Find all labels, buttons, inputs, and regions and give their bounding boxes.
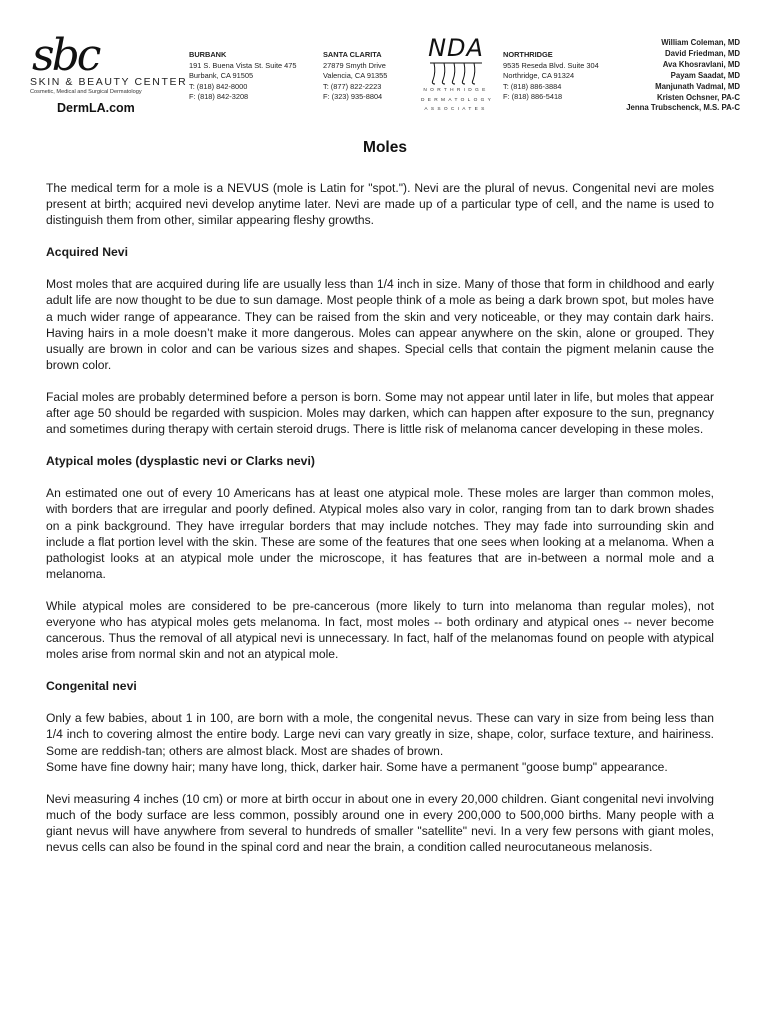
office-address-line2: Northridge, CA 91324 bbox=[503, 71, 575, 80]
letterhead bbox=[0, 0, 770, 125]
doctor-name: Manjunath Vadmal, MD bbox=[655, 81, 740, 91]
nda-logo-line3: ASSOCIATES bbox=[424, 107, 488, 112]
sbc-logo-script: sbc bbox=[32, 30, 99, 81]
paragraph: Some have fine downy hair; many have long, thick, darker hair. Some have a permanent "goose bump" appearance. bbox=[46, 759, 668, 774]
paragraph: Only a few babies, about 1 in 100, are born with a mole, the congenital nevus. These can vary in size from being less than 1/4 inch to covering almost the entire body. Large nevi can vary greatly in size, shape, color, surface texture, and hairiness. Some are reddish-tan; others are almost black. Most are shades of brown. bbox=[46, 711, 714, 758]
paragraph: Nevi measuring 4 inches (10 cm) or more at birth occur in about one in every 20,000 children. Giant congenital nevi involving much of the body surface are less common, possibly around one in every 200,000 to 500,000 births. Many people with a giant nevus will have anywhere from several to hundreds of smaller "satellite" nevi. In a very few persons with giant moles, nevus cells can also be found in the spinal cord and near the brain, a condition called neurocutaneous melanosis. bbox=[46, 791, 714, 854]
office-fax: F: (818) 886-5418 bbox=[503, 92, 563, 101]
office-name: BURBANK bbox=[189, 50, 227, 59]
doctor-name: William Coleman, MD bbox=[661, 38, 740, 47]
doctor-name: Payam Saadat, MD bbox=[670, 70, 740, 80]
office-address-line2: Burbank, CA 91505 bbox=[189, 71, 254, 80]
office-phone: T: (818) 842-8000 bbox=[189, 81, 248, 91]
nda-logo-letters: NDA bbox=[428, 34, 484, 62]
sbc-logo-name: SKIN & BEAUTY CENTER bbox=[30, 76, 188, 88]
sbc-logo-tagline: Cosmetic, Medical and Surgical Dermatology bbox=[30, 89, 142, 95]
office-address-line1: 27879 Smyth Drive bbox=[323, 60, 386, 70]
intro-paragraph: The medical term for a mole is a NEVUS (mole is Latin for "spot."). Nevi are the plural of nevus. Congenital nevi are moles present at birth; acquired nevi develop anytime later. Nevi are made up of a particular type of cell, and the name is used to distinguish them from other, similar appearing fleshy growths. bbox=[46, 181, 714, 228]
nda-logo-line2: DERMATOLOGY bbox=[421, 97, 495, 103]
office-phone: T: (877) 822-2223 bbox=[323, 81, 382, 91]
office-name: NORTHRIDGE bbox=[503, 50, 553, 59]
document-title: Moles bbox=[363, 139, 407, 156]
paragraph: An estimated one out of every 10 Americans has at least one atypical mole. These moles are larger than common moles, with borders that are irregular and poorly defined. Atypical moles also vary in color, ranging from tan to dark brown shades on a pink background. They have irregular borders that may include notches. They may fade into surrounding skin and include a flat portion level with the skin. These are some of the features that one sees when looking at a melanoma. When a pathologist looks at an atypical mole under the microscope, it has features that are in-between a normal mole and a melanoma. bbox=[46, 486, 714, 581]
paragraph: Facial moles are probably determined before a person is born. Some may not appear until later in life, but moles that appear after age 50 should be regarded with suspicion. Moles may darken, which can happen after exposure to the sun, pregnancy and sometimes during therapy with certain steroid drugs. There is little risk of melanoma cancer developing in these moles. bbox=[46, 389, 714, 437]
section-heading-congenital-nevi: Congenital nevi bbox=[46, 679, 137, 694]
paragraph: While atypical moles are considered to be pre-cancerous (more likely to turn into melanoma than regular moles), not everyone who has atypical moles gets melanoma. In fact, most moles -- both ordinary and atypical ones -- never become cancerous. Thus the removal of all atypical nevi is unnecessary. In fact, half of the melanomas found on people with atypical moles arise from normal skin and not an atypical mole. bbox=[46, 598, 714, 662]
section-heading-acquired-nevi: Acquired Nevi bbox=[46, 245, 128, 260]
doctor-name: Jenna Trubschenck, M.S. PA-C bbox=[626, 103, 740, 113]
section-heading-atypical-moles: Atypical moles (dysplastic nevi or Clarks nevi) bbox=[46, 454, 315, 469]
office-burbank bbox=[189, 50, 297, 103]
office-northridge bbox=[503, 50, 599, 103]
office-name: SANTA CLARITA bbox=[323, 50, 382, 59]
doctor-name: David Friedman, MD bbox=[665, 48, 740, 58]
doctor-list bbox=[626, 38, 740, 114]
office-fax: F: (818) 842-3208 bbox=[189, 92, 249, 101]
office-address-line1: 191 S. Buena Vista St. Suite 475 bbox=[189, 60, 297, 70]
office-address-line2: Valencia, CA 91355 bbox=[323, 71, 388, 80]
nda-logo bbox=[421, 34, 495, 115]
document-body bbox=[46, 180, 714, 871]
office-santa-clarita bbox=[323, 50, 387, 103]
office-fax: F: (323) 935-8804 bbox=[323, 92, 383, 101]
doctor-name: Kristen Ochsner, PA-C bbox=[656, 92, 740, 102]
website-link[interactable]: DermLA.com bbox=[57, 101, 135, 115]
paragraph: Most moles that are acquired during life are usually less than 1/4 inch in size. Many of those that form in childhood and early adult life are now thought to be due to sun damage. Most people think of a mole as being a dark brown spot, but moles have a much wider range of appearance. They can be raised from the skin and very noticeable, or they may contain dark hairs. Having hairs in a mole doesn’t make it more dangerous. Moles can appear anywhere on the skin, alone or grouped. They usually are brown in color and can be various sizes and shapes. Special cells that contain the pigment melanin cause the brown color. bbox=[46, 277, 714, 372]
office-address-line1: 9535 Reseda Blvd. Suite 304 bbox=[503, 60, 599, 70]
sbc-logo bbox=[30, 30, 188, 95]
nda-logo-mark-icon bbox=[428, 60, 484, 86]
office-phone: T: (818) 886-3884 bbox=[503, 81, 562, 91]
doctor-name: Ava Khosravlani, MD bbox=[662, 59, 740, 69]
nda-logo-line1: NORTHRIDGE bbox=[423, 88, 489, 93]
